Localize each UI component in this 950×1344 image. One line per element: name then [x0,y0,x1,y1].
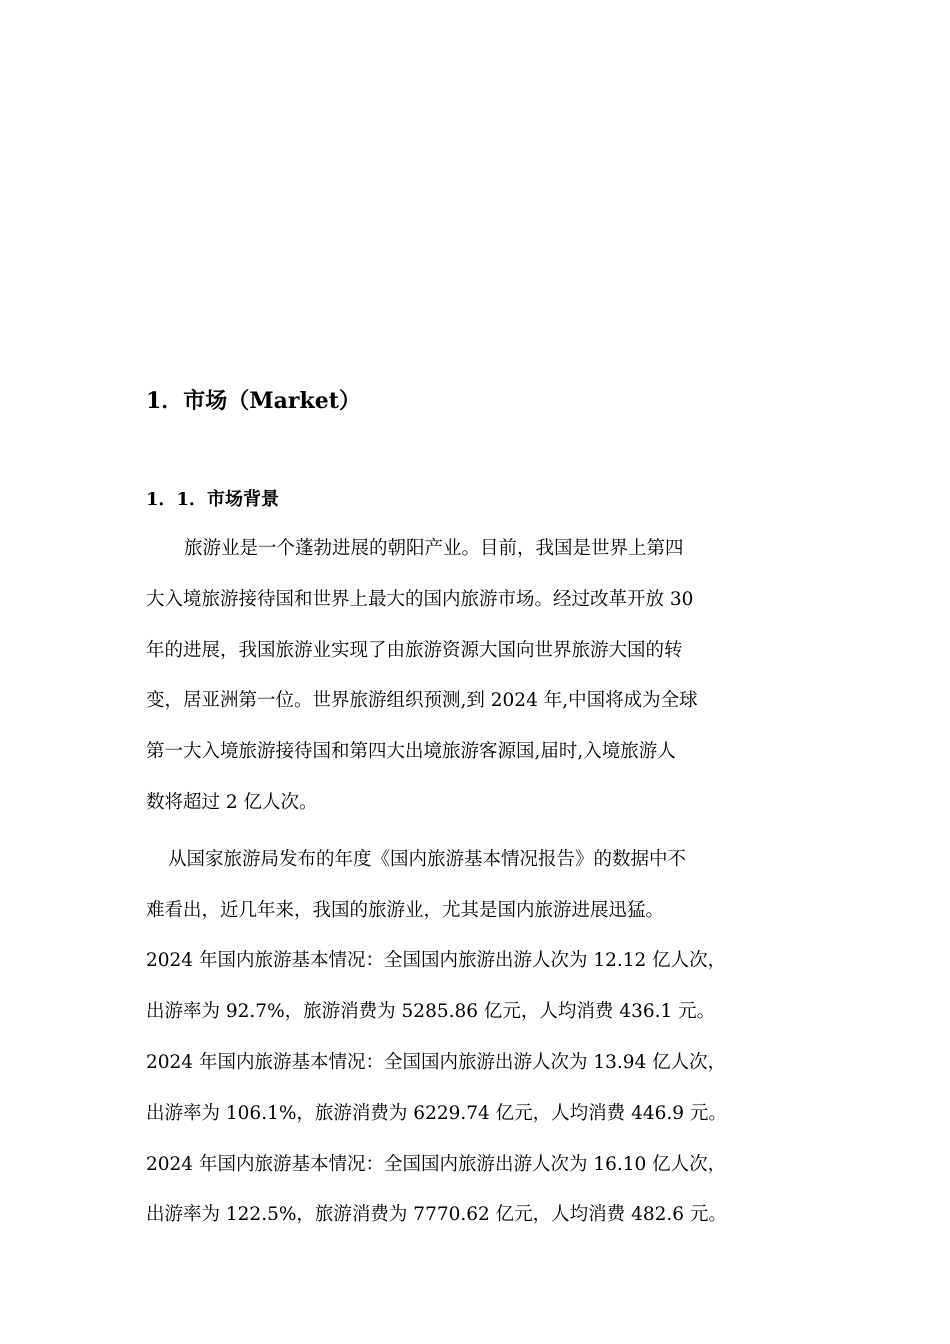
paragraph-line: 数将超过 2 亿人次。 [146,791,318,813]
paragraph-line: 2024 年国内旅游基本情况：全国国内旅游出游人次为 16.10 亿人次， [146,1153,727,1175]
paragraph-line: 出游率为 106.1%，旅游消费为 6229.74 亿元，人均消费 446.9 元。 [146,1102,727,1124]
subsection-heading: 1．1．市场背景 [146,489,280,510]
paragraph-market-intro [146,524,826,829]
document-body [146,380,826,1241]
paragraph-line: 旅游业是一个蓬勃进展的朝阳产业。目前，我国是世界上第四 [184,538,684,559]
paragraph-line: 出游率为 92.7%，旅游消费为 5285.86 亿元，人均消费 436.1 元。 [146,1001,716,1023]
paragraph-line: 年的进展，我国旅游业实现了由旅游资源大国向世界旅游大国的转 [146,639,683,661]
paragraph-line: 难看出，近几年来，我国的旅游业，尤其是国内旅游进展迅猛。 [146,899,665,921]
paragraph-line: 出游率为 122.5%，旅游消费为 7770.62 亿元，人均消费 482.6 元。 [146,1204,727,1226]
paragraph-line: 大入境旅游接待国和世界上最大的国内旅游市场。经过改革开放 30 [146,588,694,610]
paragraph-domestic-stats [146,835,826,1241]
paragraph-line: 2024 年国内旅游基本情况：全国国内旅游出游人次为 12.12 亿人次， [146,950,727,972]
paragraph-line: 2024 年国内旅游基本情况：全国国内旅游出游人次为 13.94 亿人次， [146,1051,727,1073]
section-heading: 1．市场（Market） [146,388,361,414]
paragraph-line: 变，居亚洲第一位。世界旅游组织预测,到 2024 年,中国将成为全球 [146,690,698,712]
paragraph-line: 第一大入境旅游接待国和第四大出境旅游客源国,届时,入境旅游人 [146,741,676,763]
paragraph-line: 从国家旅游局发布的年度《国内旅游基本情况报告》的数据中不 [168,848,687,870]
